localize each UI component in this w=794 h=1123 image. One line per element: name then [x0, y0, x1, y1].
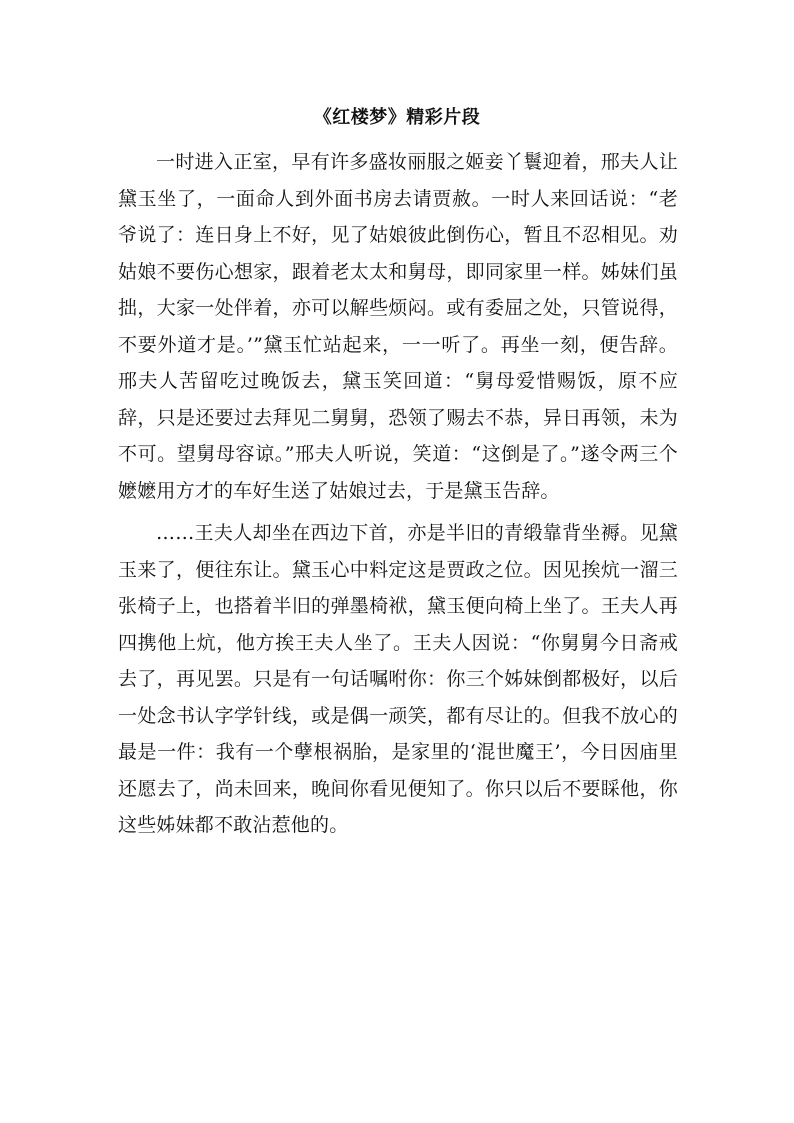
document-body	[118, 144, 678, 850]
paragraph-2: ……王夫人却坐在西边下首，亦是半旧的青缎靠背坐褥。见黛玉来了，便往东让。黛玉心中料定这是贾政之位。因见挨炕一溜三张椅子上，也搭着半旧的弹墨椅袱，黛玉便向椅上坐了。王夫人再四携他上炕，他方挨王夫人坐了。王夫人因说：“你舅舅今日斋戒去了，再见罢。只是有一句话嘱咐你：你三个姊妹倒都极好，以后一处念书认字学针线，或是偶一顽笑，都有尽让的。但我不放心的最是一件：我有一个孽根祸胎，是家里的‘混世魔王’，今日因庙里还愿去了，尚未回来，晚间你看见便知了。你只以后不要睬他，你这些姊妹都不敢沾惹他的。	[118, 522, 678, 836]
document-title: 《红楼梦》精彩片段	[313, 107, 481, 128]
paragraph-1: 一时进入正室，早有许多盛妆丽服之姬妾丫鬟迎着，邢夫人让黛玉坐了，一面命人到外面书房去请贾赦。一时人来回话说：“老爷说了：连日身上不好，见了姑娘彼此倒伤心，暂且不忍相见。劝姑娘不要伤心想家，跟着老太太和舅母，即同家里一样。姊妹们虽拙，大家一处伴着，亦可以解些烦闷。或有委屈之处，只管说得，不要外道才是。’”黛玉忙站起来，一一听了。再坐一刻，便告辞。邢夫人苦留吃过晚饭去，黛玉笑回道：“舅母爱惜赐饭，原不应辞，只是还要过去拜见二舅舅，恐领了赐去不恭，异日再领，未为不可。望舅母容谅。”邢夫人听说，笑道：“这倒是了。”遂令两三个嬷嬷用方才的车好生送了姑娘过去，于是黛玉告辞。	[118, 151, 678, 502]
